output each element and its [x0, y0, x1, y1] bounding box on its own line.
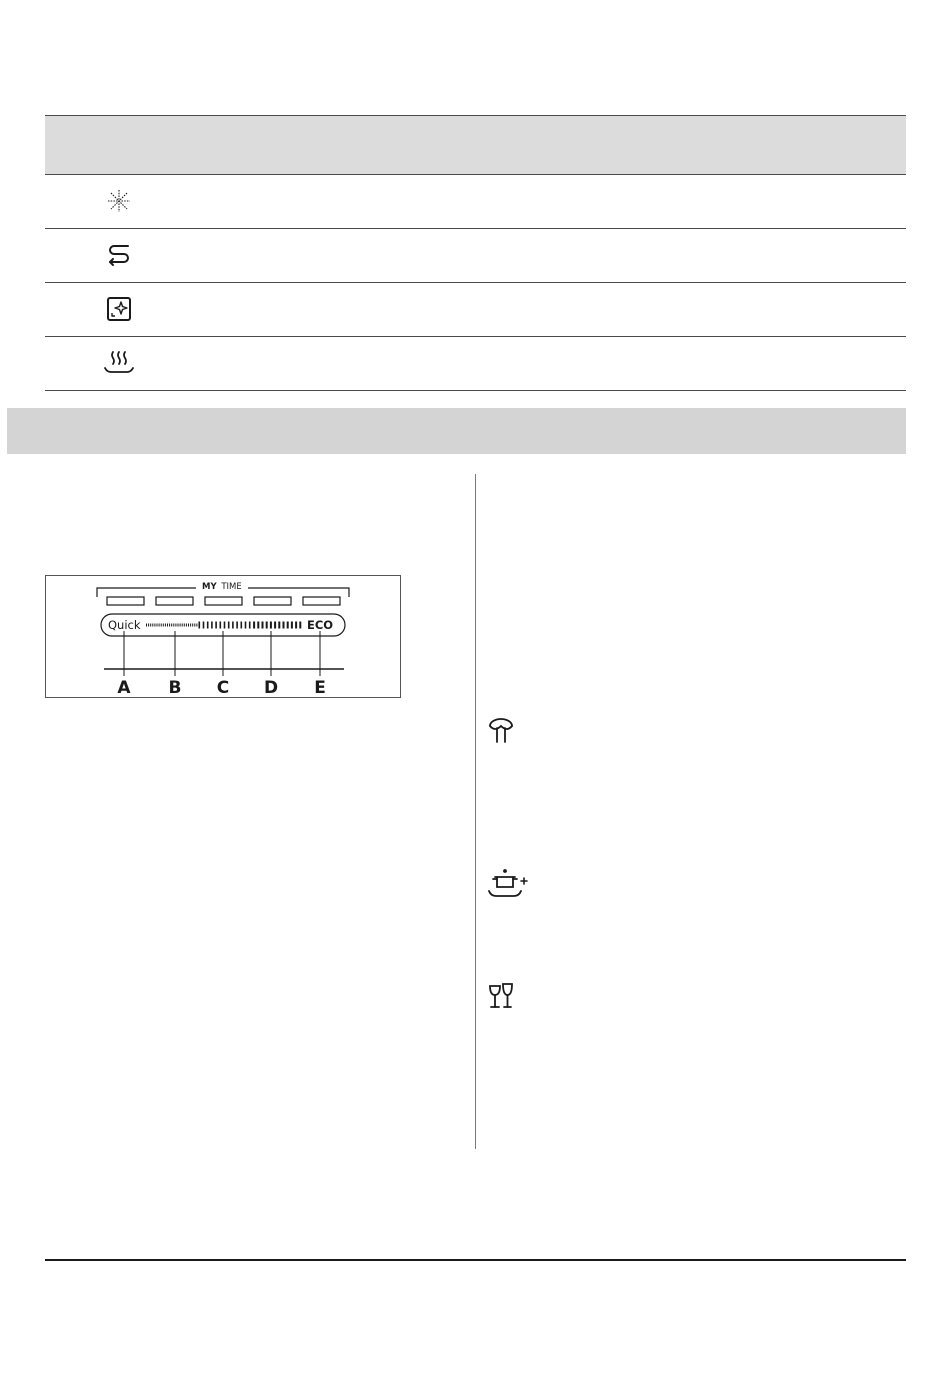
slider-tick	[184, 624, 185, 627]
slider-tick	[266, 622, 268, 629]
marker-e: E	[314, 678, 326, 697]
slider-tick	[257, 622, 259, 629]
slider-tick	[157, 624, 158, 627]
table-row	[45, 175, 906, 229]
cutlery-pretreat-icon	[487, 716, 515, 744]
slider-tick	[182, 624, 183, 627]
footer-rule	[45, 1259, 906, 1261]
quick-label: Quick	[108, 618, 141, 632]
slider-tick	[220, 622, 222, 629]
slider-tick	[169, 624, 170, 627]
indicator-light-4	[254, 597, 291, 605]
my-time-bold: MY	[202, 582, 217, 592]
slider-tick	[211, 622, 213, 629]
indicator-light-3	[205, 597, 242, 605]
slider-tick	[186, 624, 187, 627]
eco-label: ECO	[307, 618, 334, 632]
table-row	[45, 229, 906, 283]
svg-text:MY TIME	[202, 582, 242, 592]
slider-tick	[249, 622, 251, 629]
indicator-light-2	[156, 597, 193, 605]
indicator-light-5	[303, 597, 340, 605]
slider-tick	[215, 622, 217, 629]
slider-tick	[194, 624, 195, 627]
regenerate-salt-icon	[103, 239, 135, 271]
slider-tick	[188, 624, 189, 627]
slider-tick	[167, 624, 168, 627]
slider-tick	[295, 622, 297, 629]
slider-tick	[228, 622, 230, 629]
slider-tick	[199, 622, 201, 629]
sparkle-rinse-aid-icon	[103, 185, 135, 217]
machine-care-icon	[103, 293, 135, 325]
slider-tick	[270, 622, 272, 629]
slider-tick	[274, 622, 276, 629]
slider-tick	[283, 622, 285, 629]
slider-tick	[203, 622, 205, 629]
slider-tick	[161, 624, 162, 627]
slider-tick	[178, 624, 179, 627]
panel-drawing	[46, 576, 400, 697]
marker-d: D	[263, 678, 279, 697]
slider-tick	[232, 622, 234, 629]
symbol-table	[45, 115, 906, 391]
my-time-rest: TIME	[221, 582, 242, 592]
slider-tick	[224, 622, 226, 629]
marker-a: A	[117, 678, 131, 697]
slider-tick	[165, 624, 166, 627]
slider-tick	[196, 624, 197, 627]
drying-steam-icon	[101, 347, 137, 379]
table-header	[45, 115, 906, 175]
slider-tick	[236, 622, 238, 629]
slider-tick	[154, 624, 155, 627]
indicator-light-1	[107, 597, 144, 605]
slider-tick	[163, 624, 164, 627]
slider-tick	[291, 622, 293, 629]
glasses-icon	[487, 981, 515, 1011]
control-panel-illustration	[45, 575, 401, 698]
section-heading-band	[7, 408, 906, 454]
slider-tick	[152, 624, 153, 627]
slider-tick	[150, 624, 151, 627]
pot-plus-icon	[487, 867, 529, 901]
slider-tick	[287, 622, 289, 629]
slider-tick	[245, 622, 247, 629]
marker-b: B	[168, 678, 182, 697]
slider-tick	[262, 622, 264, 629]
marker-c: C	[216, 678, 230, 697]
slider-tick	[146, 624, 147, 627]
column-divider	[475, 474, 476, 1149]
slider-tick	[192, 624, 193, 627]
slider-tick	[207, 622, 209, 629]
slider-tick	[253, 622, 255, 629]
slider-tick	[159, 624, 160, 627]
slider-tick	[173, 624, 174, 627]
slider-tick	[278, 622, 280, 629]
slider-tick	[299, 622, 301, 629]
slider-tick	[180, 624, 181, 627]
slider-tick	[148, 624, 149, 627]
slider-ticks	[146, 622, 301, 629]
slider-tick	[190, 624, 191, 627]
table-row	[45, 283, 906, 337]
slider-tick	[171, 624, 172, 627]
table-row	[45, 337, 906, 391]
slider-tick	[241, 622, 243, 629]
slider-tick	[175, 624, 176, 627]
